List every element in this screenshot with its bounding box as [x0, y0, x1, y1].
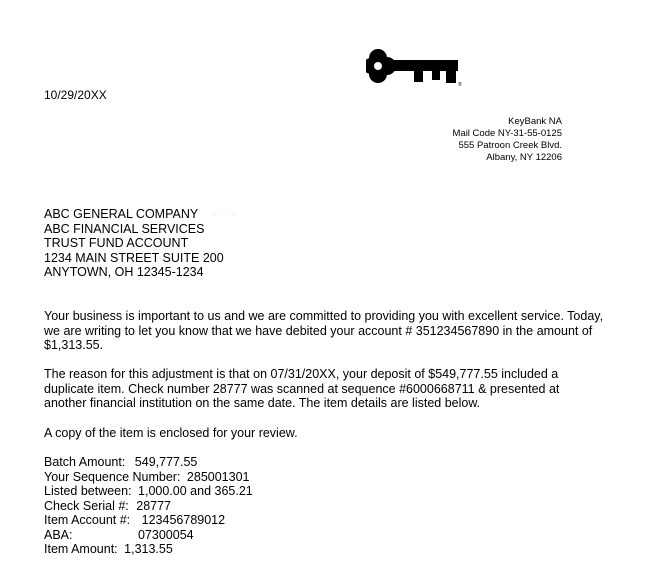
bank-city: Albany, NY 12206 [486, 152, 562, 163]
detail-value: 1,313.55 [124, 542, 173, 556]
detail-label: Your Sequence Number: [44, 469, 181, 484]
detail-value: 07300054 [137, 527, 194, 542]
scan-artifact: · · · [213, 209, 237, 219]
recipient-line: 1234 MAIN STREET SUITE 200 [44, 250, 224, 265]
detail-value: 28777 [136, 498, 172, 513]
detail-row [44, 513, 253, 528]
paragraph-intro: Your business is important to us and we are committed to providing you with excellent service. Today, we are writing to let you know that we have debited your account # 351234567890 in the amount of $1,313.55. [44, 309, 604, 352]
paragraph-enclosure: A copy of the item is enclosed for your review. [44, 426, 298, 440]
detail-row [44, 499, 253, 514]
detail-label: ABA: [44, 527, 73, 542]
bank-address [453, 116, 563, 164]
detail-value: 1,000.00 and 365.21 [138, 484, 253, 498]
paragraph-reason: The reason for this adjustment is that on 07/31/20XX, your deposit of $549,777.55 included a duplicate item. Check number 28777 was scanned at sequence #6000668711 & presented at another financial institution on the same date. The item details are listed below. [44, 367, 560, 410]
recipient-line: ANYTOWN, OH 12345-1234 [44, 265, 204, 279]
detail-label: Batch Amount: [44, 455, 126, 469]
detail-row [44, 455, 253, 470]
recipient-address [44, 207, 224, 280]
recipient-line: ABC FINANCIAL SERVICES [44, 221, 205, 236]
item-details [44, 455, 253, 557]
detail-row [44, 484, 253, 499]
letter-date: 10/29/20XX [44, 88, 107, 102]
detail-label: Item Amount: [44, 542, 118, 556]
detail-value: 549,777.55 [134, 455, 198, 469]
registered-mark: ® [458, 82, 462, 87]
detail-label: Check Serial #: [44, 498, 129, 513]
bank-street: 555 Patroon Creek Blvd. [458, 140, 562, 151]
key-logo-icon [366, 45, 462, 87]
recipient-line: ABC GENERAL COMPANY [44, 207, 199, 221]
detail-value: 285001301 [186, 469, 250, 484]
detail-row [44, 542, 253, 557]
detail-value: 123456789012 [141, 513, 226, 527]
bank-mail-code: Mail Code NY-31-55-0125 [452, 128, 562, 139]
detail-label: Item Account #: [44, 513, 131, 527]
detail-row [44, 470, 253, 485]
detail-label: Listed between: [44, 484, 132, 498]
recipient-line: TRUST FUND ACCOUNT [44, 236, 189, 250]
bank-name: KeyBank NA [508, 116, 562, 127]
detail-row [44, 528, 253, 543]
